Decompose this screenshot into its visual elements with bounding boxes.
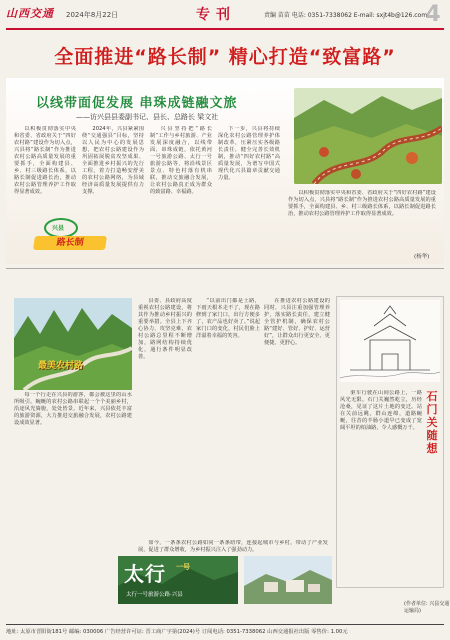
lower-column-1: 县委、县政府高度重视农村公路建设，将其作为推动乡村振兴的重要举措。全县上下齐心协力，攻坚克难，农村公路总里程不断增加，路网结构持续优化，通行条件明显改善。 [138,298,192,360]
feature-column-2: 2024年，兴县紧紧围绕“交通强县”目标，坚持以人民为中心的发展思想，把农村公路建设作为巩固拓展脱贫攻坚成果、全面推进乡村振兴的先行工程，着力打造畅安舒美的农村公路网络，为县域经济高质量发展提供有力支撑。 [82,126,144,195]
footer-imprint: 地址: 太原市晋阳街181号 邮编: 030006 广告经营许可证: 晋工商广字第(2024)号 订阅电话: 0351-7338062 山西交通报社出版 零售价: 1.00元 [6,629,348,635]
pagoda-sketch-illustration [340,300,440,382]
essay-title: 石门关随想 [426,390,438,455]
masthead [0,0,450,34]
feature-sub-headline: 以线带面促发展 串珠成链融文旅 [36,96,238,111]
banner-caption: 太行一号旅游公路·兴县 [126,592,183,598]
editor-contact: 责编 苗苗 电话: 0351-7338062 E-mail: sxjt4b@126.com [264,12,428,19]
footer-rule [6,624,444,625]
village-photo [244,556,332,604]
essay-author: (作者单位: 兴县交通运输局) [404,601,450,614]
lower-column-2: “以前出门都是土路，下雨天根本走不了，现在路修到了家门口，出行方便多了，农产品也好卖了。”说起家门口的变化，村民们脸上洋溢着幸福的笑容。 [196,298,260,339]
village-illustration [244,556,332,604]
section-divider [6,268,444,269]
road-chief-badge [34,218,106,254]
badge-tag: 兴县 [52,225,65,232]
mountain-road-photo [294,88,442,184]
karst-road-illustration [14,298,132,390]
section-title: 专刊 [196,7,236,23]
lower-left-text: 每一个行走在兴县的游客，都会被这里的山水所吸引。蜿蜒的农村公路串联起一个个美丽乡村，沿途风光旖旎，处处皆景。近年来，兴县依托丰富的旅游资源，大力推进交旅融合发展，农村公路建设成效显著。 [14,392,132,426]
feature-column-5: 以积极贯彻落实中央和省委、省政府关于“四好农村路”建设作为切入点，兴县将“路长制”作为推进农村公路高质量发展的重要抓手，全面构建县、乡、村三级路长体系，以路长制促进路长治，推动农村公路管理养护工作取得显著成效。 [288,190,436,217]
main-headline: 全面推进“路长制” 精心打造“致富路” [54,46,396,68]
taihang-banner-photo [118,556,238,604]
badge-slogan: 路长制 [33,236,107,250]
lower-closing-text: 如今，一条条农村公路如同一条条纽带，连接起城市与乡村，带动了产业发展，促进了群众增收，为乡村振兴注入了强劲动力。 [138,540,328,553]
essay-body: 驱车行驶在山间公路上，一路风光无限。石门关巍然屹立，历经沧桑，见证了这片土地的变迁。站在关前远眺，群山连绵，道路蜿蜒，往昔的羊肠小道早已变成了宽阔平坦的柏油路，令人感慨万千。 [340,390,422,431]
banner-subtitle: 一号 [176,563,190,571]
issue-date: 2024年8月22日 [66,11,119,19]
feature-column-1: 以积极贯彻落实中央和省委、省政府关于“四好农村路”建设作为切入点，兴县将“路长制”作为推进农村公路高质量发展的重要抓手，全面构建县、乡、村三级路长体系，以路长制促进路长治，推动农村公路管理养护工作取得显著成效。 [14,126,76,195]
feature-column-4: 下一步，兴县将持续深化农村公路管理养护体制改革，压紧压实各级路长责任，健全完善长效机制，推动“四好农村路”高质量发展，为谱写中国式现代化兴县篇章贡献交通力量。 [218,126,280,181]
page-number: 4 [425,2,441,27]
banner-title: 太行 [124,562,166,586]
feature-signature: (杨华) [414,254,430,260]
feature-column-3: 兴县坚持把“路长制”工作与乡村旅游、产业发展深度融合，以线带面、串珠成链，依托黄河一号旅游公路、太行一号旅游公路等，将沿线景区景点、特色村落有机串联，推动交旅融合发展，让农村公路真正成为群众的致富路、幸福路。 [150,126,212,195]
karst-road-photo [14,298,132,390]
newspaper-logo: 山西交通 [6,7,54,20]
photo-label: 最美农村路 [38,361,84,371]
pagoda-sketch [340,300,440,382]
lower-column-3: 在推进农村公路建设的同时，兴县注重加强管理养护，落实路长责任，建立健全管护机制，确保农村公路“建好、管好、护好、运营好”，让群众出行更安全、更便捷、更舒心。 [264,298,330,346]
masthead-rule [6,28,444,30]
feature-byline: ——访兴县县委副书记、县长、总路长 梁文社 [76,113,219,121]
mountain-road-illustration [294,88,442,184]
